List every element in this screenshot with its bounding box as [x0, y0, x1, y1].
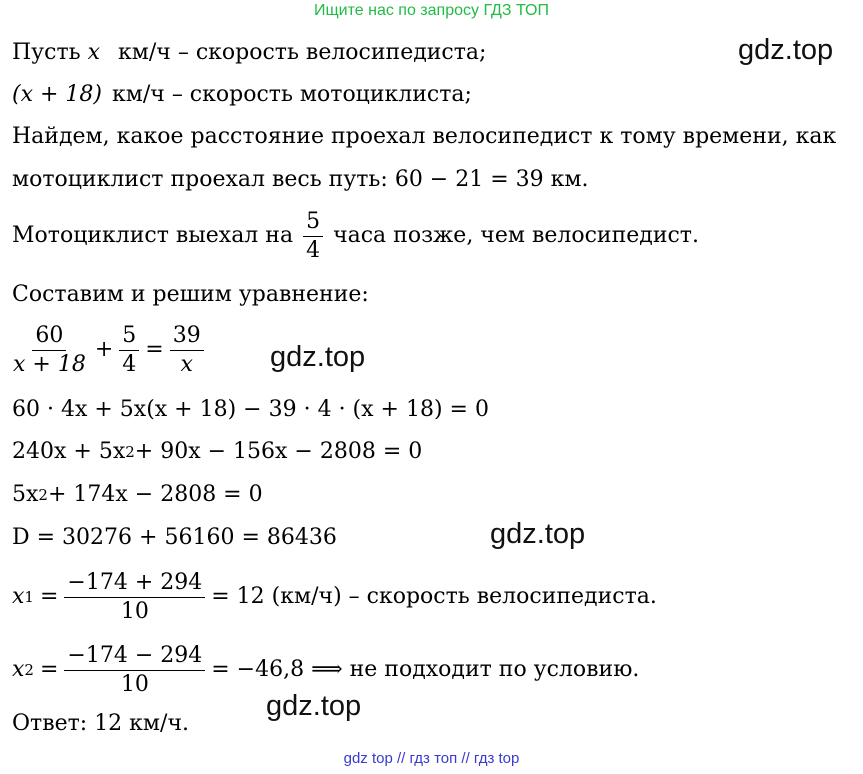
equation-root-1: x 1 = $\frac{-174 + 294}{10}$ = 12 (км/ч) – скорость велосипедиста. — [12, 569, 657, 624]
equation-expanded: 60 · 4x + 5x(x + 18) − 39 · 4 · (x + 18) = 0 — [12, 397, 489, 422]
variable-x: x — [87, 40, 101, 65]
line-text: Найдем, какое расстояние проехал велосипедист к тому времени, как — [12, 124, 837, 149]
equation-combined: 240x + 5x 2 + 90x − 156x − 2808 = 0 — [12, 439, 423, 464]
fraction-delay — [303, 208, 323, 263]
fraction-second: $\frac{5}{4}$ — [119, 325, 139, 376]
line-compose-equation — [12, 284, 369, 306]
watermark: gdz.top — [490, 518, 586, 550]
fraction-root-1: $\frac{-174 + 294}{10}$ — [64, 572, 205, 623]
fraction-first: $\frac{60}{x + 18}$ — [13, 322, 86, 377]
fraction-root-2: $\frac{-174 - 294}{10}$ — [64, 645, 205, 696]
fraction-denominator: 4 — [306, 237, 321, 263]
line-text: часа позже, чем велосипедист. — [333, 223, 699, 248]
fraction-third: $\frac{39}{x}$ — [170, 325, 204, 376]
equation-root-2: x 2 = $\frac{-174 - 294}{10}$ = −46,8 ⟹ не подходит по условию. — [12, 642, 640, 697]
line-distance-intro — [12, 126, 836, 148]
equation-discriminant: D = 30276 + 56160 = 86436 — [12, 525, 337, 550]
answer: Ответ: 12 км/ч. — [12, 711, 189, 736]
watermark: gdz.top — [738, 34, 834, 66]
bottom-banner: gdz top // гдз топ // гдз top — [343, 750, 520, 767]
line-text: мотоциклист проехал весь путь: 60 − 21 = 39 км. — [12, 167, 589, 192]
line-text: Мотоциклист выехал на — [12, 223, 294, 248]
line-text: Составим и решим уравнение: — [12, 282, 369, 307]
line-motorcyclist-speed — [12, 84, 472, 106]
top-banner: Ищите нас по запросу ГДЗ ТОП — [314, 2, 549, 19]
line-text: км/ч – скорость велосипедиста; — [118, 40, 487, 65]
fraction-numerator: 5 — [303, 211, 323, 237]
equation-main: $\frac{60}{x + 18}$ + $\frac{5}{4}$ = $\frac{39}{x}$ — [10, 320, 210, 380]
equation-quadratic: 5x 2 + 174x − 2808 = 0 — [12, 482, 263, 507]
line-text: км/ч – скорость мотоциклиста; — [112, 82, 472, 107]
line-distance-value — [12, 169, 589, 191]
expression: (x + 18) — [12, 82, 102, 107]
line-delay — [12, 206, 699, 266]
watermark: gdz.top — [270, 341, 366, 373]
line-cyclist-speed: Пусть x км/ч – скорость велосипедиста; — [12, 40, 487, 65]
watermark: gdz.top — [266, 690, 362, 722]
